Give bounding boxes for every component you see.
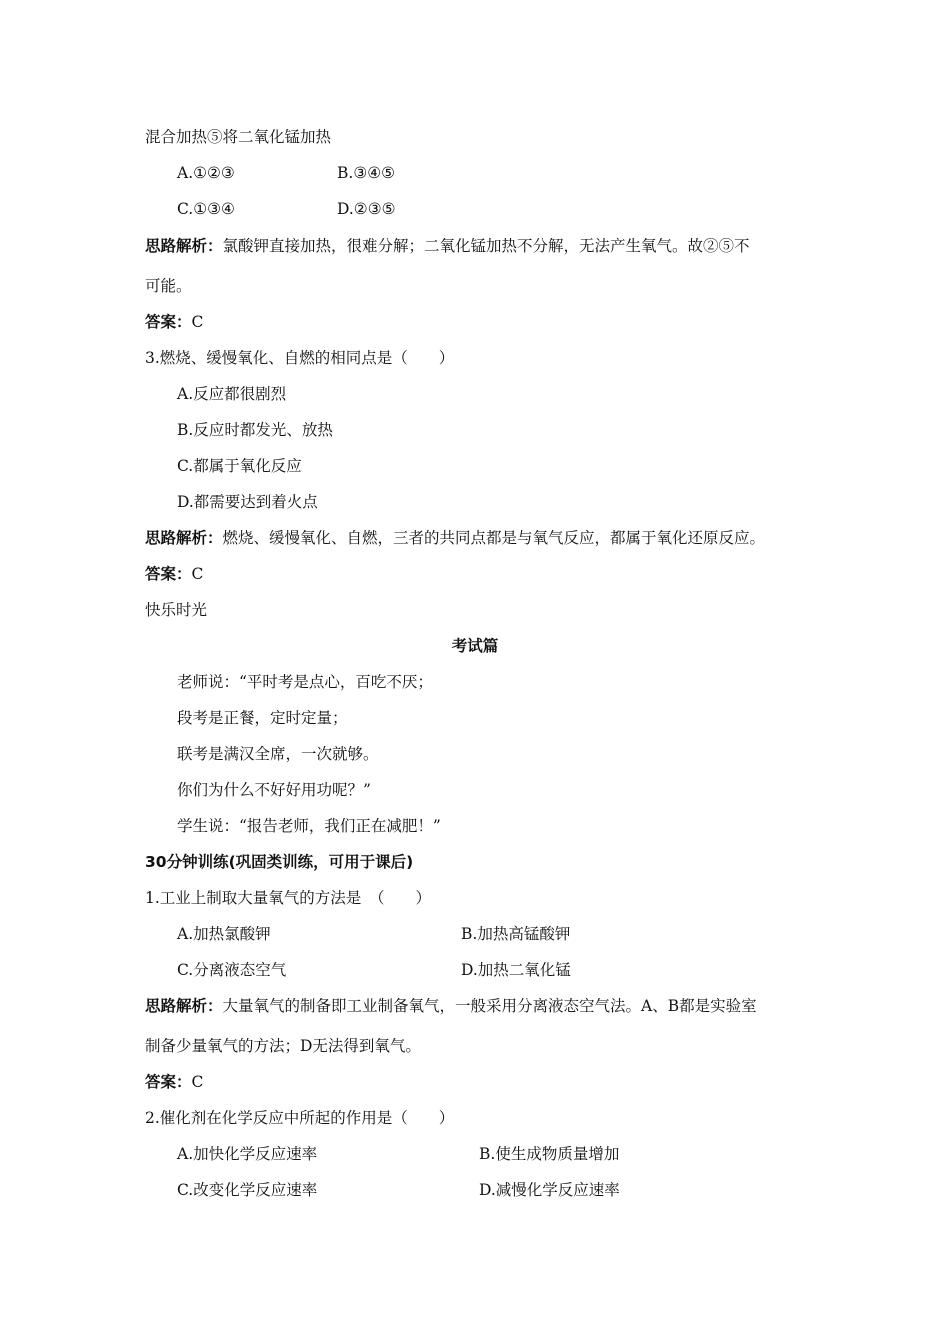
analysis-text-cont: 制备少量氧气的方法；D无法得到氧气。 [145,1037,421,1055]
section-heading: 快乐时光 [145,601,208,619]
option-c: C.①③④ [177,200,235,218]
option-c: C.分离液态空气 [177,961,287,979]
section-title: 30分钟训练(巩固类训练，可用于课后) [145,853,414,871]
option-a: A.加快化学反应速率 [177,1145,318,1163]
analysis-text-cont: 可能。 [145,277,192,295]
analysis-text: 燃烧、缓慢氧化、自燃，三者的共同点都是与氧气反应，都属于氧化还原反应。 [222,529,766,547]
option-b: B.③④⑤ [337,164,396,182]
question-stem-continuation: 混合加热⑤将二氧化锰加热 [145,128,332,146]
option-b: B.反应时都发光、放热 [177,421,333,439]
story-line: 学生说：“报告老师，我们正在减肥！” [177,817,441,835]
option-d: D.减慢化学反应速率 [479,1181,620,1199]
option-b: B.加热高锰酸钾 [461,925,571,943]
option-b: B.使生成物质量增加 [479,1145,620,1163]
analysis-label: 思路解析： [145,997,223,1015]
option-c: C.都属于氧化反应 [177,457,302,475]
option-c: C.改变化学反应速率 [177,1181,318,1199]
answer-value: C [191,313,204,331]
analysis-text: 氯酸钾直接加热，很难分解；二氧化锰加热不分解，无法产生氧气。故②⑤不 [222,237,750,255]
analysis [145,528,765,548]
option-d: D.②③⑤ [337,200,396,218]
answer-value: C [191,565,204,583]
answer-label: 答案： [145,313,192,331]
analysis-label: 思路解析： [145,529,223,547]
story-line: 老师说：“平时考是点心，百吃不厌； [177,673,433,691]
answer-value: C [191,1073,204,1091]
story-title: 考试篇 [451,637,499,655]
analysis-label: 思路解析： [145,237,223,255]
story-line: 你们为什么不好好用功呢？” [177,781,371,799]
question-stem: 3.燃烧、缓慢氧化、自燃的相同点是（ ） [145,349,455,367]
question-stem: 2.催化剂在化学反应中所起的作用是（ ） [145,1109,455,1127]
option-a: A.加热氯酸钾 [177,925,271,943]
story-line: 联考是满汉全席，一次就够。 [177,745,379,763]
answer [145,564,203,584]
answer [145,312,203,332]
answer-label: 答案： [145,1073,192,1091]
analysis [145,996,757,1016]
option-d: D.加热二氧化锰 [461,961,571,979]
answer-label: 答案： [145,565,192,583]
analysis-text: 大量氧气的制备即工业制备氧气，一般采用分离液态空气法。A、B都是实验室 [222,997,757,1015]
question-stem: 1.工业上制取大量氧气的方法是 （ ） [145,889,432,907]
option-a: A.反应都很剧烈 [177,385,287,403]
story-line: 段考是正餐，定时定量； [177,709,348,727]
answer [145,1072,203,1092]
option-a: A.①②③ [177,164,235,182]
option-d: D.都需要达到着火点 [177,493,318,511]
analysis [145,236,750,256]
